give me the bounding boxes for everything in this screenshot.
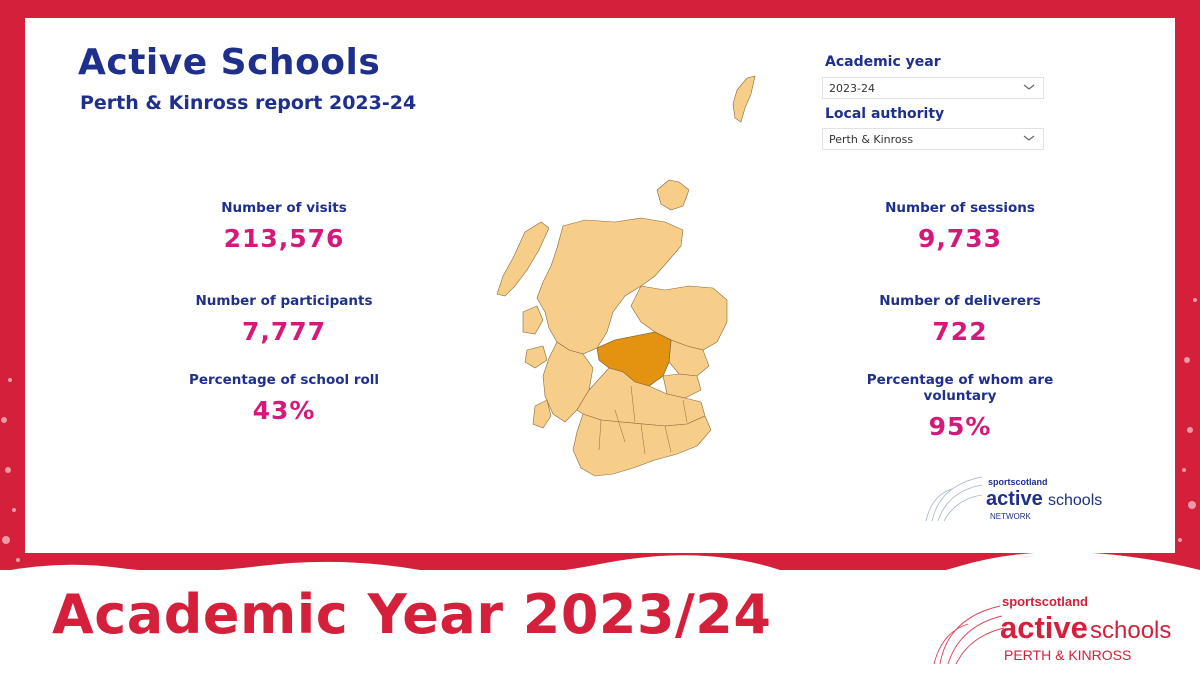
map-region-orkney[interactable] — [657, 180, 689, 210]
logo-small-main-b: schools — [1048, 492, 1102, 509]
active-schools-network-logo — [922, 455, 1102, 525]
logo-big-main-b: schools — [1090, 617, 1172, 644]
stat-voluntary — [830, 372, 1090, 441]
stat-participants — [154, 293, 414, 346]
stat-label: Number of deliverers — [879, 293, 1041, 309]
chevron-down-icon — [1023, 132, 1035, 144]
academic-year-label: Academic year — [825, 54, 941, 70]
stat-label: Number of participants — [195, 293, 373, 309]
footer-title: Academic Year 2023/24 — [52, 583, 772, 646]
stat-visits — [154, 200, 414, 253]
stat-school-roll — [154, 372, 414, 425]
stat-deliverers — [830, 293, 1090, 346]
stat-label: Percentage of school roll — [188, 372, 380, 388]
logo-small-main-a: active — [986, 488, 1043, 510]
stat-value: 43% — [252, 396, 316, 425]
local-authority-value: Perth & Kinross — [829, 133, 914, 146]
stat-value: 9,733 — [917, 224, 1003, 253]
stat-value: 722 — [932, 317, 988, 346]
stat-sessions — [830, 200, 1090, 253]
logo-big-top: sportscotland — [1002, 594, 1088, 609]
local-authority-label: Local authority — [825, 106, 945, 122]
scotland-map[interactable] — [465, 50, 785, 490]
academic-year-dropdown[interactable] — [822, 77, 1044, 99]
page-subtitle: Perth & Kinross report 2023-24 — [80, 92, 417, 114]
stat-value: 7,777 — [241, 317, 327, 346]
map-region-mull[interactable] — [525, 346, 547, 368]
map-region-shetland[interactable] — [733, 76, 755, 122]
stat-value: 213,576 — [223, 224, 345, 253]
map-region-skye[interactable] — [523, 306, 543, 334]
stat-label: Number of sessions — [885, 200, 1035, 216]
academic-year-value: 2023-24 — [829, 82, 875, 95]
logo-big-bottom: PERTH & KINROSS — [1004, 647, 1132, 663]
map-region-islands[interactable] — [533, 400, 551, 428]
page-title: Active Schools — [78, 42, 381, 83]
stat-label: Number of visits — [221, 200, 347, 216]
logo-small-bottom: NETWORK — [990, 512, 1031, 521]
logo-small-top: sportscotland — [988, 477, 1048, 487]
local-authority-dropdown[interactable] — [822, 128, 1044, 150]
logo-big-main-a: active — [1000, 610, 1088, 645]
active-schools-perth-kinross-logo — [930, 578, 1190, 670]
chevron-down-icon — [1023, 81, 1035, 93]
map-region-western-isles[interactable] — [497, 222, 549, 296]
stat-label: Percentage of whom are voluntary — [866, 372, 1054, 404]
stat-value: 95% — [928, 412, 992, 441]
